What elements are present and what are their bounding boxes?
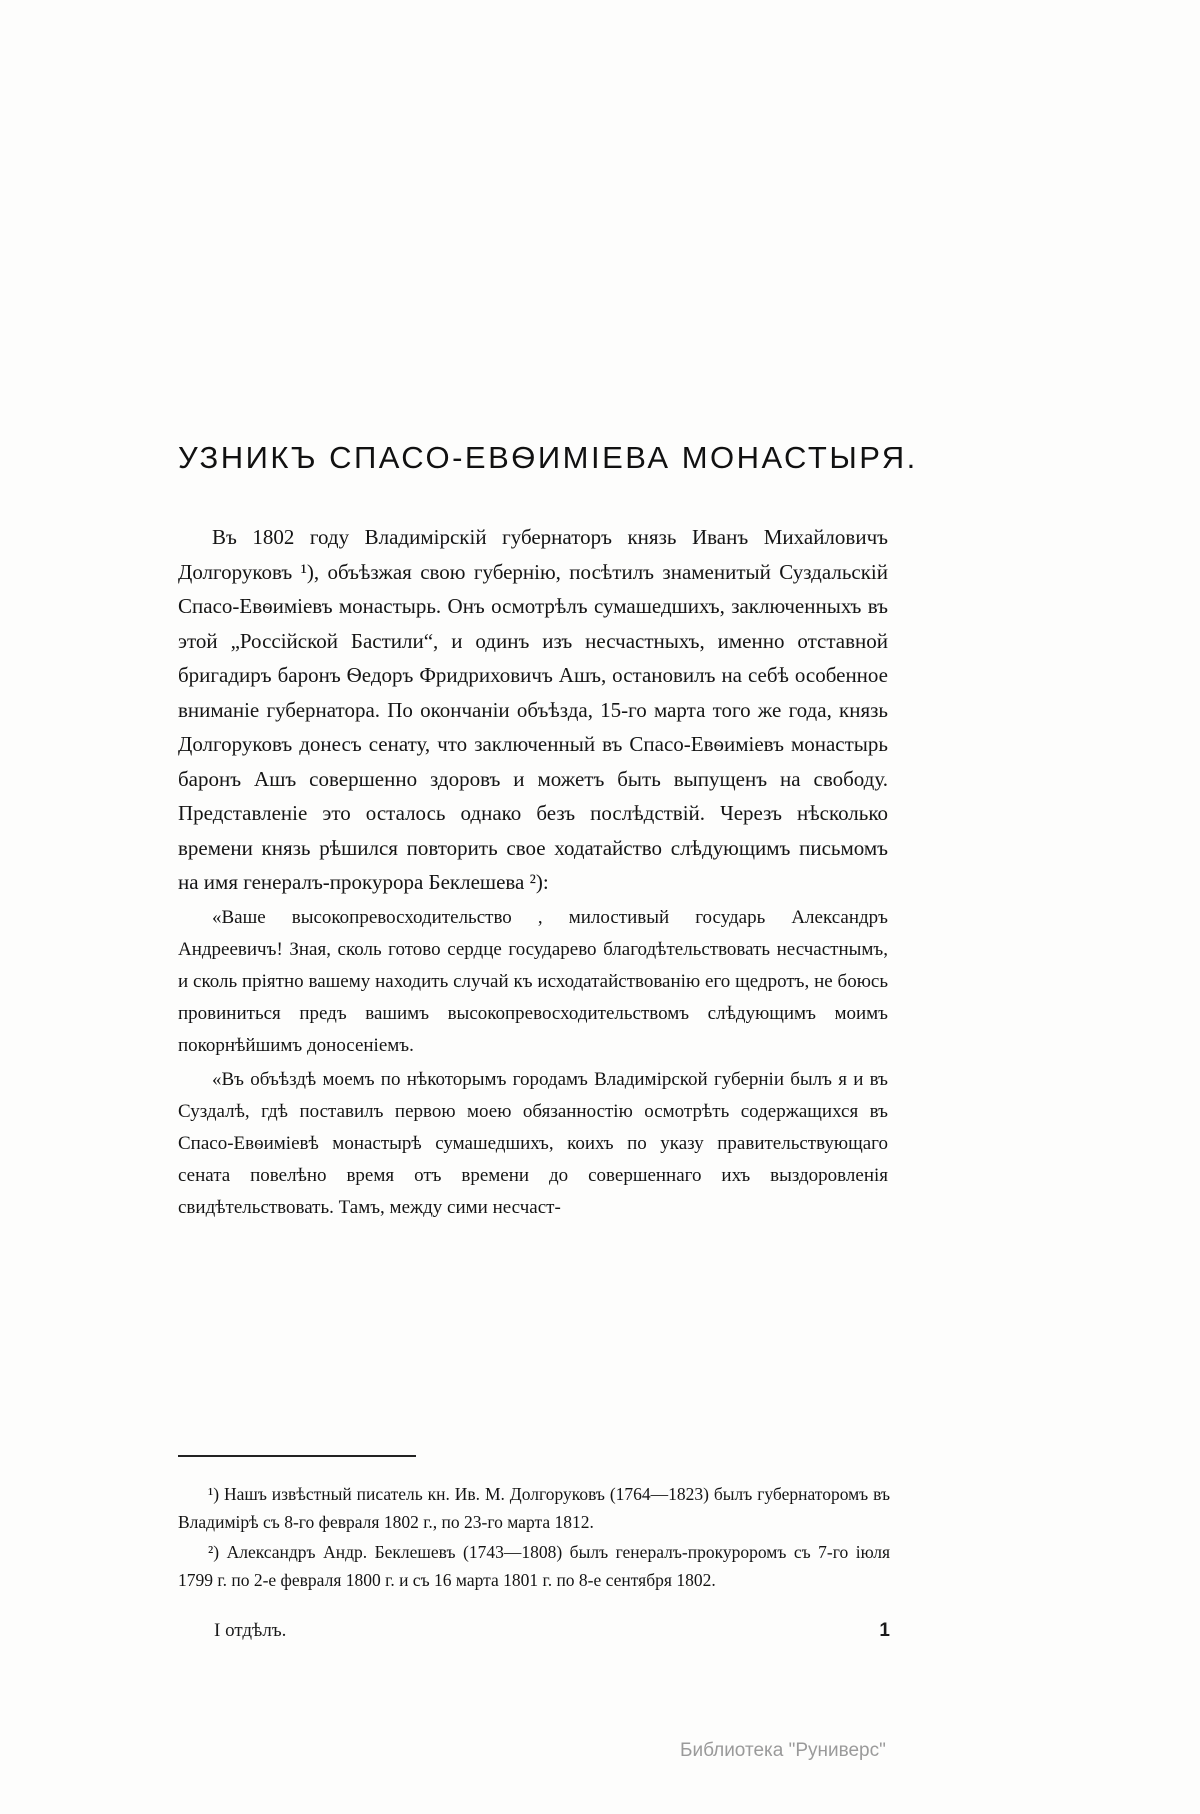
body-paragraph-2: «Ваше высокопревосходительство , милостивый государь Александръ Андреевичъ! Зная, сколь готово сердце государево благодѣтельствовать несчастнымъ, и сколь пріятно вашему находить случай къ исходатайствованію его щедротъ, не боюсь провиниться предъ вашимъ высокопревосходительствомъ слѣдующимъ моимъ покорнѣйшимъ доносеніемъ. <box>178 906 888 1056</box>
body-paragraph-1: Въ 1802 году Владимірскій губернаторъ князь Иванъ Михайловичъ Долгоруковъ ¹), объѣзжая свою губернію, посѣтилъ знаменитый Суздальскій Спасо-Евѳиміевъ монастырь. Онъ осмотрѣлъ сумашедшихъ, заключенныхъ въ этой „Россійской Бастили“, и одинъ изъ несчастныхъ, именно отставной бригадиръ баронъ Ѳедоръ Фридриховичъ Ашъ, остановилъ на себѣ особенное вниманіе губернатора. По окончаніи объѣзда, 15-го марта того же года, князь Долгоруковъ донесъ сенату, что заключенный въ Спасо-Евѳиміевъ монастырь баронъ Ашъ совершенно здоровъ и можетъ быть выпущенъ на свободу. Представленіе это осталось однако безъ послѣдствій. Черезъ нѣсколько времени князь рѣшился повторить свое ходатайство слѣдующимъ письмомъ на имя генералъ-прокурора Беклешева ²): <box>178 525 888 894</box>
footnote-section <box>178 1480 890 1596</box>
library-watermark: Библиотека "Руниверс" <box>680 1740 886 1761</box>
page-number: 1 <box>879 1620 890 1641</box>
footnote-divider <box>178 1455 416 1457</box>
footnote-2 <box>178 1538 890 1594</box>
footnote-2-text: Александръ Андр. Беклешевъ (1743—1808) былъ генералъ-прокуроромъ съ 7-го іюля 1799 г. по 2-е февраля 1800 г. и съ 16 марта 1801 г. по 8-е сентября 1802. <box>178 1542 891 1590</box>
footnote-1-text: Нашъ извѣстный писатель кн. Ив. М. Долгоруковъ (1764—1823) былъ губернаторомъ въ Владимірѣ съ 8-го февраля 1802 г., по 23-го марта 1812. <box>178 1484 890 1532</box>
body-paragraph-3: «Въ объѣздѣ моемъ по нѣкоторымъ городамъ Владимірской губерніи былъ я и въ Суздалѣ, гдѣ поставилъ первою моею обязанностію осмотрѣть содержащихся въ Спасо-Евѳиміевѣ монастырѣ сумашедшихъ, коихъ по указу правительствующаго сената повелѣно время отъ времени до совершеннаго ихъ выздоровленія свидѣтельствовать. Тамъ, между сими несчаст- <box>178 1068 888 1218</box>
footnote-1 <box>178 1480 890 1536</box>
page-content <box>178 440 918 1226</box>
footnote-2-marker: ²) <box>208 1542 220 1562</box>
footnote-1-marker: ¹) <box>208 1484 220 1504</box>
page-footer <box>178 1620 890 1642</box>
page-title: УЗНИКЪ СПАСО-ЕВѲИМІЕВА МОНАСТЫРЯ. <box>178 440 918 475</box>
section-signature: I отдѣлъ. <box>214 1620 287 1641</box>
